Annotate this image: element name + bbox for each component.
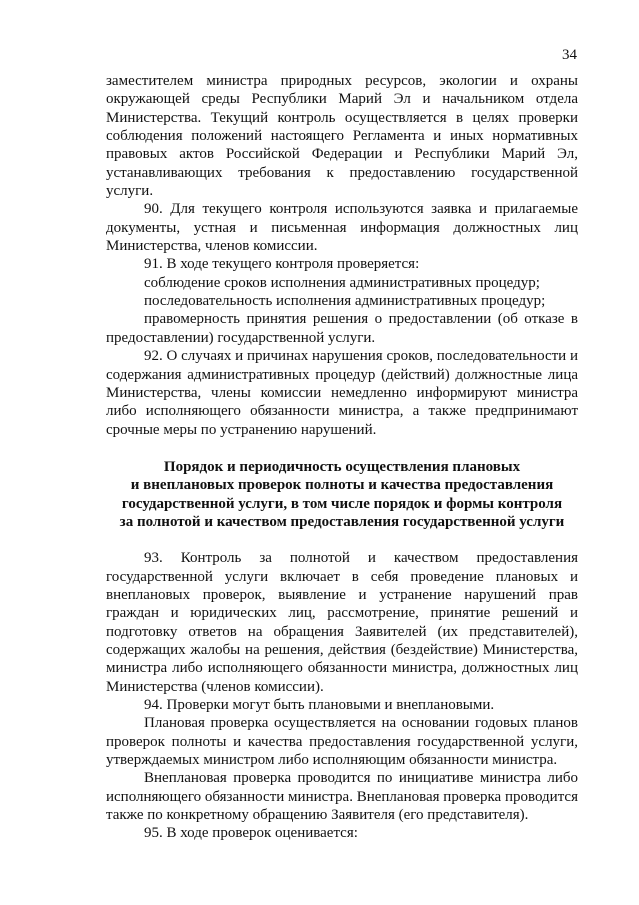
paragraph: 91. В ходе текущего контроля проверяется: <box>144 256 420 273</box>
page-number: 34 <box>562 47 577 63</box>
heading-line: государственной услуги, в том числе порядок и формы контроля <box>121 495 563 512</box>
paragraph: 92. О случаях и причинах нарушения сроков, последовательности и содержания административных процедур (действий) должностные лица Министерства, члены комиссии немедленно информируют министра либо исполняющего обязанности министра, а также предпринимают срочные меры по устранению нарушений. <box>106 348 578 438</box>
paragraph: 90. Для текущего контроля используются заявка и прилагаемые документы, устная и письменная информация должностных лиц Министерства, членов комиссии. <box>106 201 578 255</box>
paragraphs-before-heading <box>106 72 578 439</box>
paragraph: 95. В ходе проверок оценивается: <box>144 825 358 842</box>
heading-line: за полнотой и качеством предоставления государственной услуги <box>119 513 565 530</box>
paragraph: заместителем министра природных ресурсов, экологии и охраны окружающей среды Республики Марий Эл и начальником отдела Министерства. Текущий контроль осуществляется в целях проверки соблюдения положений настоящего Регламента и иных нормативных правовых актов Российской Федерации и Республики Марий Эл, устанавливающих требования к предоставлению государственной услуги. <box>106 73 578 200</box>
paragraph: Плановая проверка осуществляется на основании годовых планов проверок полноты и качества предоставления государственной услуги, утверждаемых министром либо исполняющим обязанности министра. <box>106 715 578 769</box>
paragraph: 93. Контроль за полнотой и качеством предоставления государственной услуги включает в себя проведение плановых и внеплановых проверок, выявление и устранение нарушений прав граждан и юридических лиц, рассмотрение, принятие решений и подготовку ответов на обращения Заявителей (их представителей), содержащих жалобы на решения, действия (бездействие) Министерства, министра либо исполняющего обязанности министра, должностных лиц Министерства (членов комиссии). <box>106 550 578 695</box>
paragraph: Внеплановая проверка проводится по инициативе министра либо исполняющего обязанности министра. Внеплановая проверка проводится также по конкретному обращению Заявителя (его представителя). <box>106 770 578 824</box>
paragraph: правомерность принятия решения о предоставлении (об отказе в предоставлении) государственной услуги. <box>106 311 578 346</box>
paragraph: последовательность исполнения административных процедур; <box>144 293 546 310</box>
paragraph: 94. Проверки могут быть плановыми и внеплановыми. <box>144 697 495 713</box>
heading-line: и внеплановых проверок полноты и качества предоставления <box>130 477 554 494</box>
heading-line: Порядок и периодичность осуществления плановых <box>163 458 521 475</box>
section-heading <box>106 458 578 531</box>
document-body <box>106 72 578 843</box>
paragraph: соблюдение сроков исполнения административных процедур; <box>144 274 540 291</box>
paragraphs-after-heading <box>106 549 578 843</box>
